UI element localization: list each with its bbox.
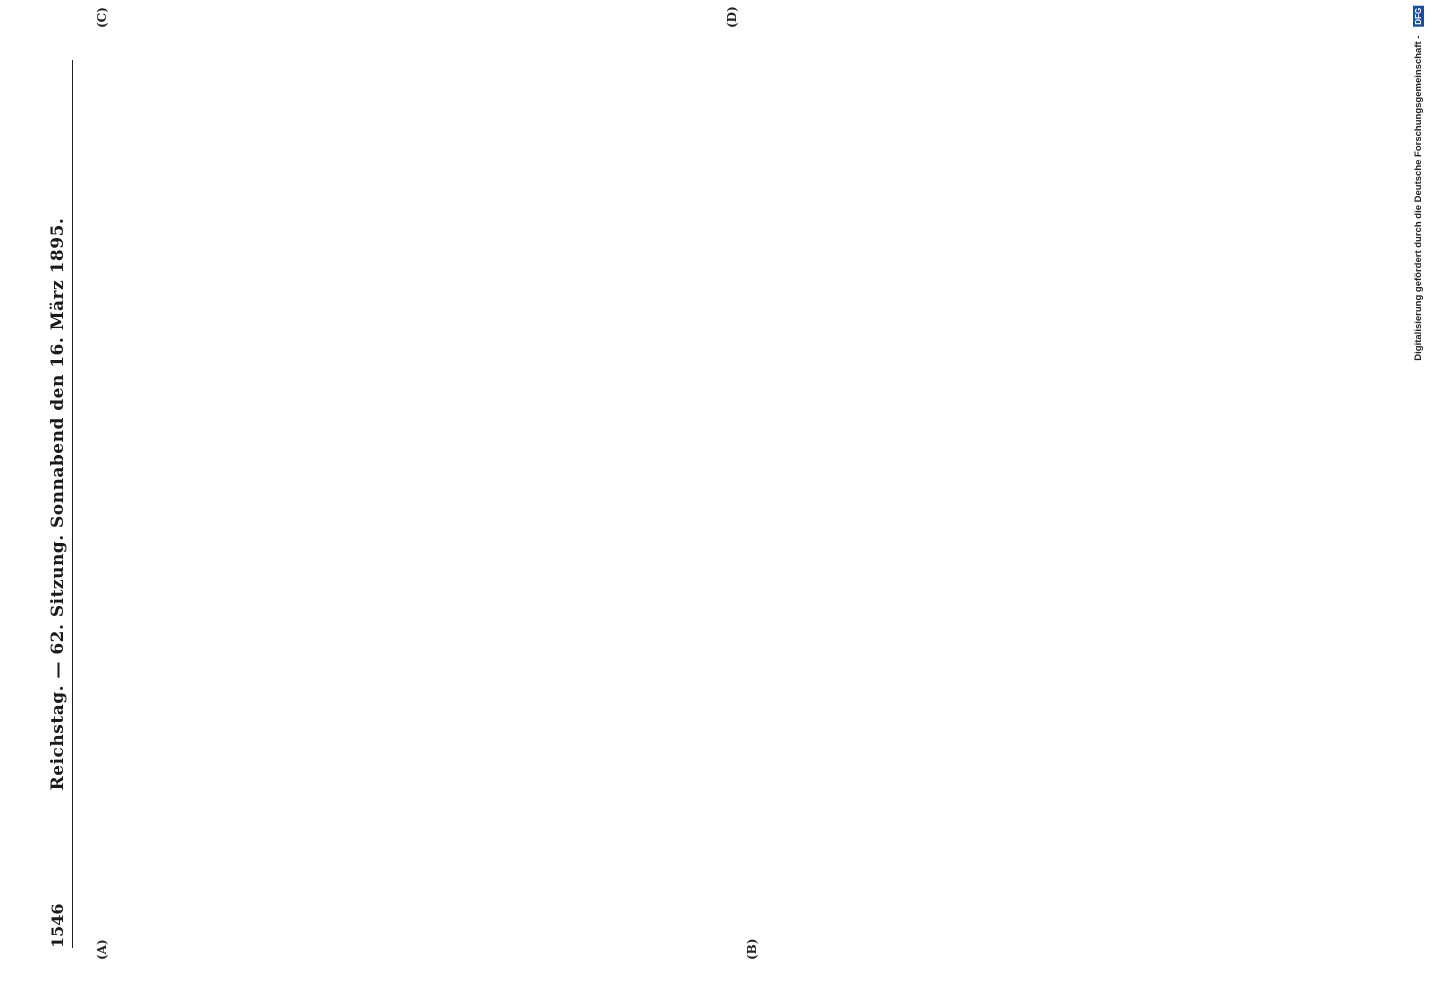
margin-marker-c: (C)	[95, 7, 109, 28]
credit-text: Digitalisierung gefördert durch die Deutsche Forschungsgemeinschaft -	[1413, 35, 1424, 361]
running-title: Reichstag. — 62. Sitzung. Sonnabend den 16. März 1895.	[48, 217, 68, 791]
digitization-credit	[1413, 6, 1424, 361]
page-header	[42, 60, 73, 948]
dfg-logo: DFG	[1414, 8, 1423, 25]
margin-marker-d: (D)	[725, 6, 739, 28]
margin-marker-a: (A)	[95, 939, 109, 960]
margin-marker-b: (B)	[745, 938, 759, 960]
page-number: 1546	[48, 903, 67, 948]
